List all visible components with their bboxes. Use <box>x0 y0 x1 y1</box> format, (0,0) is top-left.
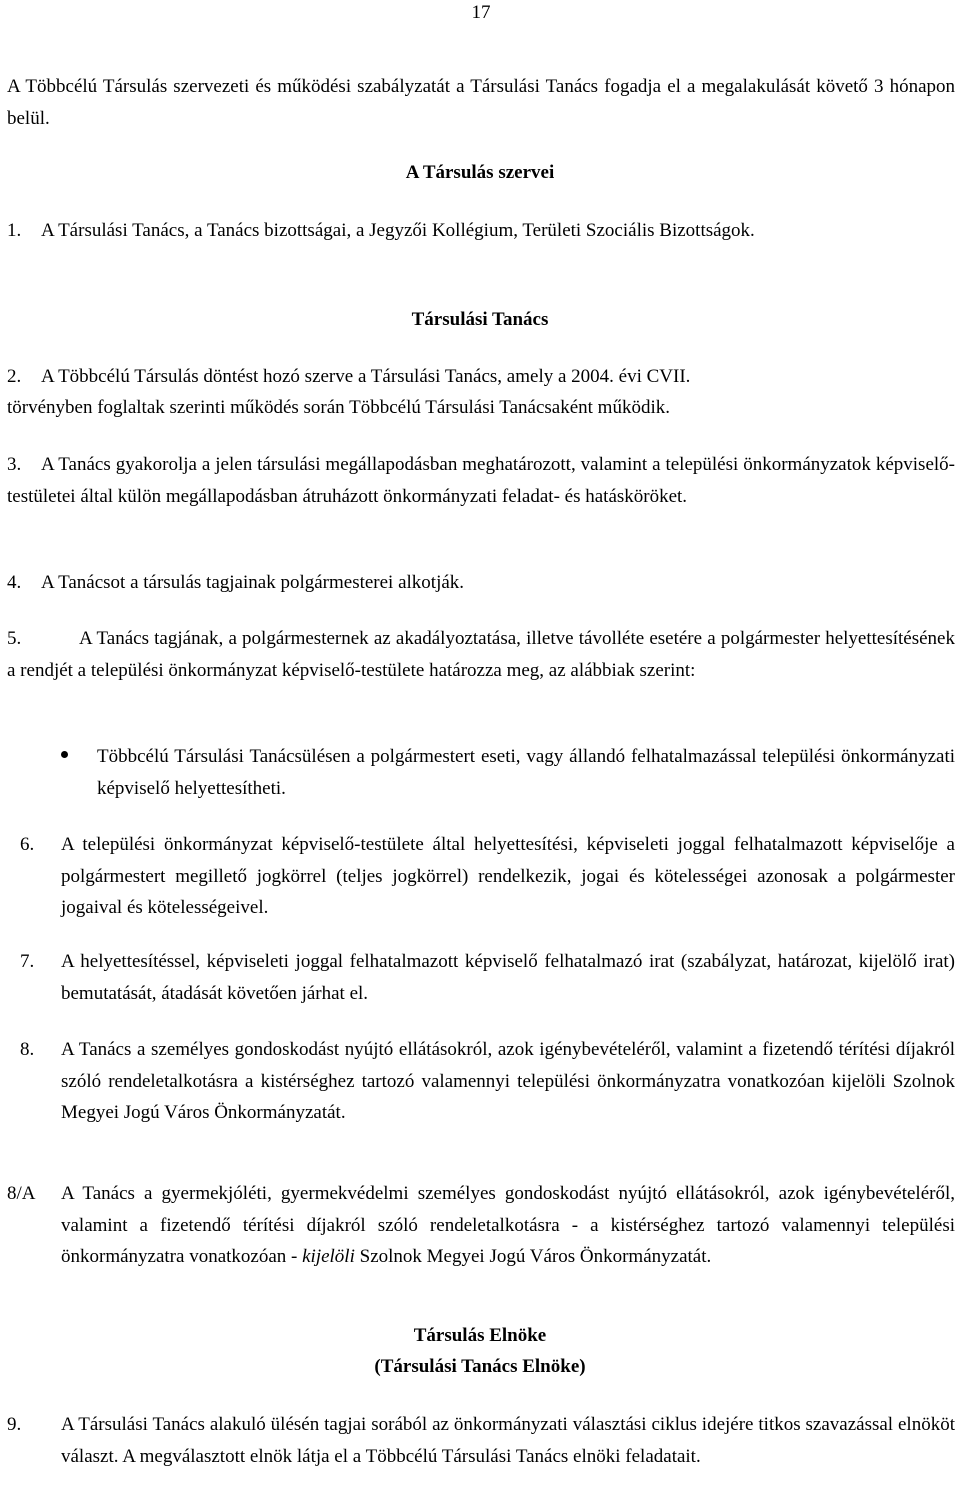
item-2-line-2: törvényben foglaltak szerinti működés során Többcélú Társulási Tanácsaként működik. <box>7 397 670 418</box>
item-7-paragraph: A helyettesítéssel, képviseleti joggal felhatalmazott képviselő felhatalmazó irat (szabályzat, határozat, kijelölő irat) bemutatását, átadását követően járhat el. <box>61 951 955 1004</box>
item-number-6: 6. <box>20 834 35 855</box>
item-8a-text-after: Szolnok Megyei Jogú Város Önkormányzatát. <box>359 1246 712 1268</box>
intro-paragraph: A Többcélú Társulás szervezeti és működési szabályzatát a Társulási Tanács fogadja el a megalakulását követő 3 hónapon belül. <box>7 76 955 129</box>
item-number-1: 1. <box>7 220 22 241</box>
item-8a-paragraph <box>61 1178 955 1273</box>
item-number-7: 7. <box>20 951 35 972</box>
item-8a-text-before: A Tanács a gyermekjóléti, gyermekvédelmi személyes gondoskodást nyújtó ellátásokról, azok igénybevételéről, valamint a fizetendő térítési díjakról szóló rendeletalkotásra - a kistérséghez tartozó valamennyi települési önkormányzatra vonatkozóan - <box>61 1183 955 1268</box>
item-number-4: 4. <box>7 572 22 593</box>
item-number-3: 3. <box>7 454 22 475</box>
section-heading-organs: A Társulás szervei <box>405 162 555 183</box>
section-heading-council: Társulási Tanács <box>411 309 549 330</box>
item-number-8a: 8/A <box>7 1183 36 1204</box>
bullet-marker <box>61 751 68 758</box>
item-number-8: 8. <box>20 1039 35 1060</box>
bullet-1-paragraph: Többcélú Társulási Tanácsülésen a polgármestert eseti, vagy állandó felhatalmazással települési önkormányzati képviselő helyettesítheti. <box>97 746 955 799</box>
item-8-paragraph: A Tanács a személyes gondoskodást nyújtó ellátásokról, azok igénybevételéről, valamint a fizetendő térítési díjakról szóló rendeletalkotásra a kistérséghez tartozó valamennyi települési önkormányzatra vonatkozóan kijelöli Szolnok Megyei Jogú Város Önkormányzatát. <box>61 1039 955 1124</box>
item-number-2: 2. <box>7 366 22 387</box>
item-4-paragraph: A Tanácsot a társulás tagjainak polgármesterei alkotják. <box>41 572 465 593</box>
section-heading-president: Társulás Elnöke <box>413 1325 547 1346</box>
item-number-9: 9. <box>7 1414 22 1435</box>
item-number-5: 5. <box>7 628 22 649</box>
item-3-paragraph: A Tanács gyakorolja a jelen társulási megállapodásban meghatározott, valamint a települési önkormányzatok képviselő-testületei által külön megállapodásban átruházott önkormányzati feladat- és hatásköröket. <box>7 454 955 507</box>
item-6-paragraph: A települési önkormányzat képviselő-testülete által helyettesítési, képviseleti joggal felhatalmazott képviselője a polgármestert megillető jogkörrel (teljes jogkörrel) rendelkezik, jogai és kötelességei azonosak a polgármester jogaival és kötelességeivel. <box>61 834 955 919</box>
item-1-paragraph: A Társulási Tanács, a Tanács bizottságai, a Jegyzői Kollégium, Területi Szociális Bizottságok. <box>41 220 755 241</box>
item-9-paragraph: A Társulási Tanács alakuló ülésén tagjai sorából az önkormányzati választási ciklus idejére titkos szavazással elnököt választ. A megválasztott elnök látja el a Többcélú Társulási Tanács elnöki feladatait. <box>61 1414 955 1467</box>
item-5-paragraph: A Tanács tagjának, a polgármesternek az akadályoztatása, illetve távolléte esetére a polgármester helyettesítésének a rendjét a települési önkormányzat képviselő-testülete határozza meg, az alábbiak szerint: <box>7 628 955 681</box>
item-2-line-1: A Többcélú Társulás döntést hozó szerve a Társulási Tanács, amely a 2004. évi CVII. <box>41 366 691 387</box>
page-number: 17 <box>471 2 491 23</box>
item-8a-italic-word: kijelöli <box>302 1246 355 1268</box>
section-subheading-president: (Társulási Tanács Elnöke) <box>374 1356 586 1377</box>
